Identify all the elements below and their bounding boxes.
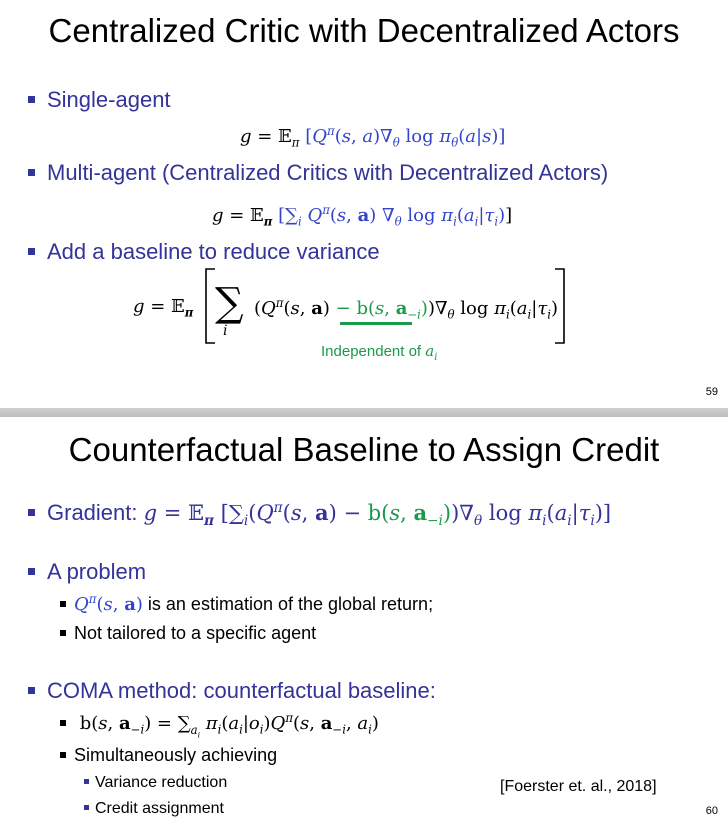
equation-single-agent: g = 𝔼$_\pi$ [$Q^\pi(s$, $a)\nabla_\theta$ $\log \pi_\theta(a|s)$] [240, 124, 506, 150]
bullet-marker [28, 248, 35, 255]
slide-60 [0, 417, 728, 825]
subbullet-baseline-formula: b(s, $a_{-i}) = \sum_{a_i}$ $\pi_i(a_i|o_i)Q^\pi(s$, $a_{-i}$, $a_i$) [60, 711, 379, 739]
subbullet-simultaneously: Simultaneously achieving [60, 745, 277, 766]
subsubbullet-variance: Variance reduction [84, 774, 227, 792]
bullet-a-problem: A problem [28, 559, 146, 585]
bullet-multi-agent: Multi-agent (Centralized Critics with Decentralized Actors) [28, 160, 608, 186]
subbullet-not-tailored: Not tailored to a specific agent [60, 623, 316, 644]
bullet-marker [60, 752, 66, 758]
bullet-marker [84, 805, 89, 810]
subsubbullet-credit: Credit assignment [84, 800, 224, 818]
bullet-single-agent: Single-agent [28, 87, 171, 113]
bullet-marker [60, 720, 66, 726]
page-number: 60 [705, 805, 718, 817]
equation-multi-agent: g = 𝔼$_\pi$ [$\sum_i$ $Q^\pi(s$, a) $\nabla_\theta$ $\log \pi_i(a_i|\tau_i)$] [212, 203, 513, 229]
bullet-marker [28, 169, 35, 176]
bullet-marker [60, 630, 66, 636]
slide-title: Centralized Critic with Decentralized Actors [48, 12, 680, 49]
page-number: 59 [705, 386, 718, 398]
bullet-marker [60, 601, 66, 607]
annotation-independent: Independent of $a_i$ [321, 342, 438, 363]
bullet-marker [28, 687, 35, 694]
right-bracket-icon [553, 267, 567, 345]
subbullet-global-return: $Q^\pi(s$, a) is an estimation of the global return; [60, 592, 433, 615]
highlight-underline [340, 322, 412, 325]
bullet-marker [28, 96, 35, 103]
bullet-marker [84, 779, 89, 784]
slide-separator [0, 408, 728, 417]
bullet-add-baseline: Add a baseline to reduce variance [28, 239, 380, 265]
slide-59: Centralized Critic with Decentralized Actors Single-agent g = 𝔼$_\pi$ [$Q^\pi(s$, $a)\nabla_\theta$ $\log \pi_\theta(a|s)$] Multi-agent (Centralized Critics with Decentralized Actors) g = 𝔼$_\pi$ [$\sum_i$ $Q^\pi(s$, a) $\nabla_\theta$ $\log \pi_i(a_i|\tau_i)$] Add a baseline to reduce variance g = 𝔼$_\pi$ ∑ i ($Q^\pi(s$, a) − b(s, $a_{-i}))\nabla_\theta$ $\log \pi_i(a_i|\tau_i)$ Independent of $a_i$ 59 [0, 0, 728, 408]
bullet-coma-method: COMA method: counterfactual baseline: [28, 678, 436, 704]
bullet-marker [28, 509, 35, 516]
citation: [Foerster et. al., 2018] [500, 778, 657, 795]
bullet-gradient: Gradient: g = 𝔼$_\pi$ [$\sum_i(Q^\pi(s$, a) − b(s, $a_{-i}))\nabla_\theta$ $\log \pi_i(a_i|\tau_i)$] [28, 500, 611, 529]
summation-icon: ∑ [215, 280, 244, 326]
bullet-marker [28, 568, 35, 575]
slide-title: Counterfactual Baseline to Assign Credit [68, 431, 660, 468]
